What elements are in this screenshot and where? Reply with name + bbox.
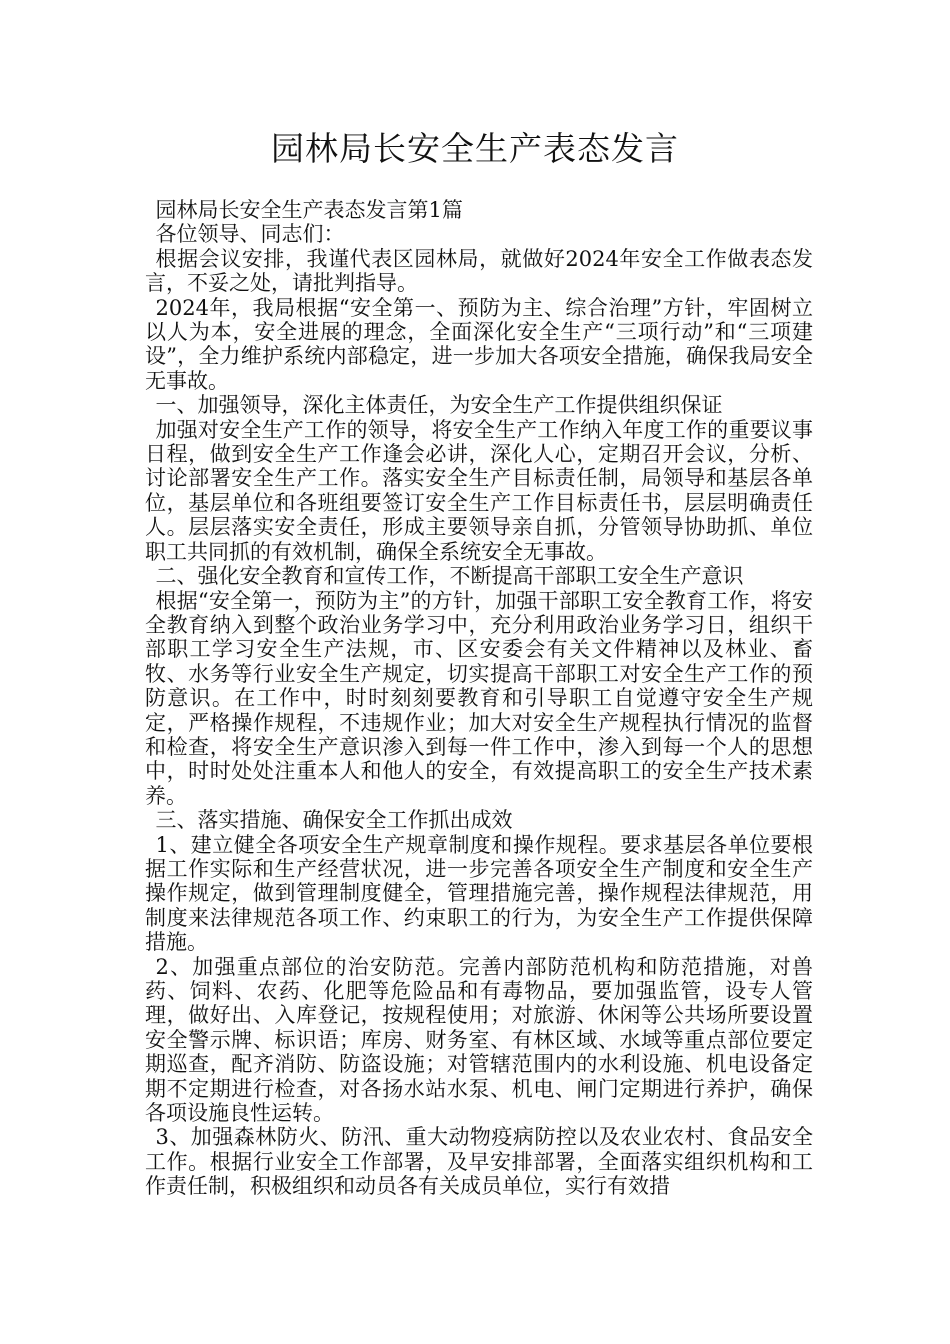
section-subtitle: 园林局长安全生产表态发言第1篇 [155,198,463,222]
paragraph: 3、加强森林防火、防汛、重大动物疫病防控以及农业农村、食品安全工作。根据行业安全工作部署，及早安排部署，全面落实组织机构和工作责任制，积极组织和动员各有关成员单位，实行有效措 [145,1125,813,1199]
paragraph: 根据会议安排，我谨代表区园林局，就做好2024年安全工作做表态发言，不妥之处，请批判指导。 [145,246,813,296]
salutation: 各位领导、同志们： [155,222,345,247]
section-heading: 一、加强领导，深化主体责任，为安全生产工作提供组织保证 [155,393,723,418]
document-title: 园林局长安全生产表态发言 [271,129,679,168]
paragraph: 根据“安全第一，预防为主”的方针，加强干部职工安全教育工作，将安全教育纳入到整个政治业务学习中，充分利用政治业务学习日，组织干部职工学习安全生产法规，市、区安委会有关文件精神以及林业、畜牧、水务等行业安全生产规定，切实提高干部职工对安全生产工作的预防意识。在工作中，时时刻刻要教育和引导职工自觉遵守安全生产规定，严格操作规程，不违规作业；加大对安全生产规程执行情况的监督和检查，将安全生产意识渗入到每一件工作中，渗入到每一个人的思想中，时时处处注重本人和他人的安全，有效提高职工的安全生产技术素养。 [145,588,813,808]
paragraph: 加强对安全生产工作的领导，将安全生产工作纳入年度工作的重要议事日程，做到安全生产工作逢会必讲，深化人心，定期召开会议，分析、讨论部署安全生产工作。落实安全生产目标责任制，局领导和基层各单位，基层单位和各班组要签订安全生产工作目标责任书，层层明确责任人。层层落实安全责任，形成主要领导亲自抓，分管领导协助抓、单位职工共同抓的有效机制，确保全系统安全无事故。 [145,417,813,564]
paragraph: 2024年，我局根据“安全第一、预防为主、综合治理”方针，牢固树立以人为本，安全进展的理念，全面深化安全生产“三项行动”和“三项建设”，全力维护系统内部稳定，进一步加大各项安全措施，确保我局安全无事故。 [145,295,813,393]
paragraph: 2、加强重点部位的治安防范。完善内部防范机构和防范措施，对兽药、饲料、农药、化肥等危险品和有毒物品，要加强监管，设专人管理，做好出、入库登记，按规程使用；对旅游、休闲等公共场所要设置安全警示牌、标识语；库房、财务室、有林区域、水域等重点部位要定期巡查，配齐消防、防盗设施；对管辖范围内的水利设施、机电设备定期不定期进行检查，对各扬水站水泵、机电、闸门定期进行养护，确保各项设施良性运转。 [145,954,813,1126]
section-heading: 二、强化安全教育和宣传工作，不断提高干部职工安全生产意识 [155,564,744,589]
section-heading: 三、落实措施、确保安全工作抓出成效 [155,808,513,833]
paragraph: 1、建立健全各项安全生产规章制度和操作规程。要求基层各单位要根据工作实际和生产经营状况，进一步完善各项安全生产制度和安全生产操作规定，做到管理制度健全，管理措施完善，操作规程法律规范，用制度来法律规范各项工作、约束职工的行为，为安全生产工作提供保障措施。 [145,832,813,955]
document-body [145,198,813,1199]
